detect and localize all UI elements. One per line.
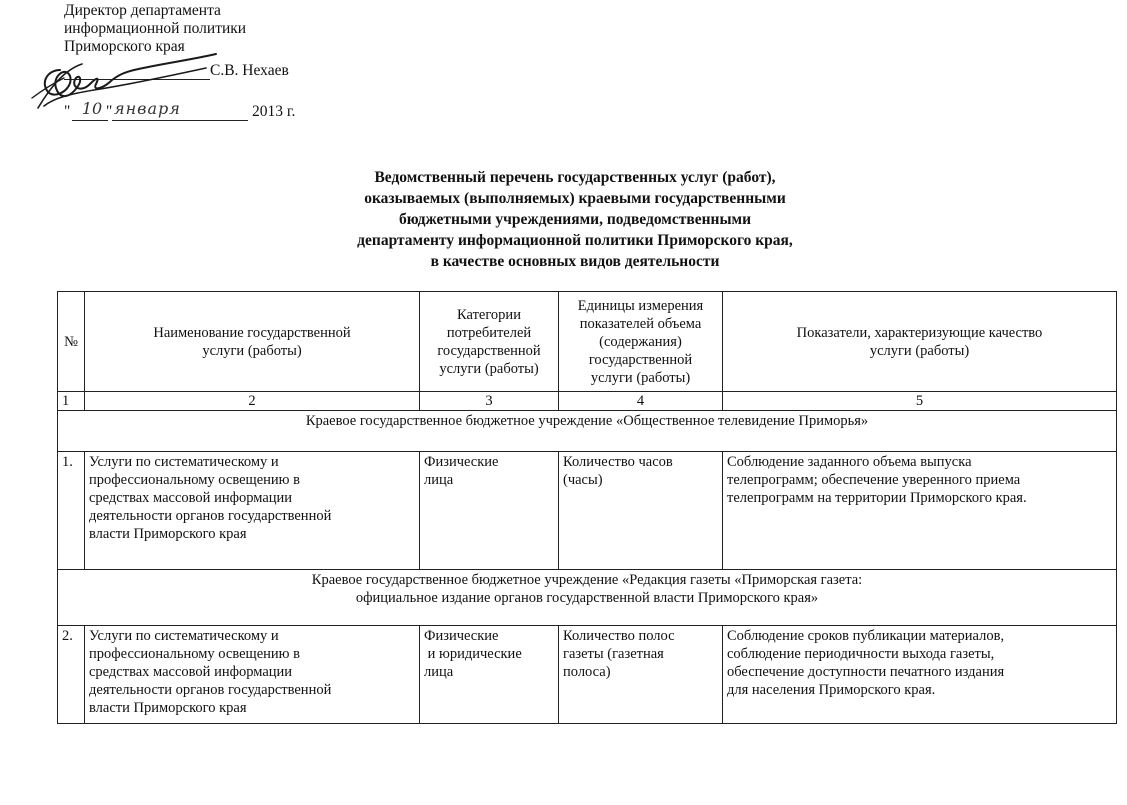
column-number: 3: [420, 392, 559, 411]
services-table: [57, 291, 1117, 724]
approval-line: Директор департамента: [64, 2, 221, 19]
approval-line: информационной политики: [64, 20, 247, 37]
header-row: [58, 292, 1117, 392]
header-consumers: Категории потребителей государственной услуги (работы): [420, 292, 559, 392]
header-num: №: [58, 292, 85, 392]
table-row: [58, 626, 1117, 724]
signer-name: С.В. Нехаев: [210, 62, 289, 79]
document-title: [150, 167, 1000, 272]
date-month-rule: [112, 120, 248, 121]
row-consumers: Физические и юридические лица: [420, 626, 559, 724]
date-year: 2013 г.: [252, 103, 296, 120]
title-line: Ведомственный перечень государственных услуг (работ),: [374, 169, 776, 186]
row-num: 1.: [58, 452, 85, 570]
column-number: 2: [85, 392, 420, 411]
column-number: 1: [58, 392, 85, 411]
header-quality: Показатели, характеризующие качество услуги (работы): [723, 292, 1117, 392]
row-consumers: Физические лица: [420, 452, 559, 570]
date-day-rule: [72, 120, 108, 121]
row-service-name: Услуги по систематическому и профессиональному освещению в средствах массовой информации деятельности органов государственной власти Приморского края: [85, 452, 420, 570]
header-name: Наименование государственной услуги (работы): [85, 292, 420, 392]
title-line: департаменту информационной политики Приморского края,: [357, 232, 793, 249]
title-line: бюджетными учреждениями, подведомственными: [398, 211, 752, 228]
handwritten-signature: [30, 48, 220, 118]
org-row: [58, 570, 1117, 626]
column-number: 4: [559, 392, 723, 411]
date-open-quote: ": [64, 103, 71, 120]
row-quality: Соблюдение сроков публикации материалов, соблюдение периодичности выхода газеты, обеспечение доступности печатного издания для населения Приморского края.: [723, 626, 1117, 724]
row-service-name: Услуги по систематическому и профессиональному освещению в средствах массовой информации деятельности органов государственной власти Приморского края: [85, 626, 420, 724]
org-name: Краевое государственное бюджетное учреждение «Редакция газеты «Приморская газета: официальное издание органов государственной власти Приморского края»: [58, 570, 1117, 626]
column-number-row: [58, 392, 1117, 411]
row-num: 2.: [58, 626, 85, 724]
date-close-quote: ": [106, 103, 113, 120]
title-line: оказываемых (выполняемых) краевыми государственными: [364, 190, 786, 207]
org-row: [58, 411, 1117, 452]
title-line: в качестве основных видов деятельности: [430, 253, 720, 270]
row-units: Количество часов (часы): [559, 452, 723, 570]
table-row: [58, 452, 1117, 570]
org-name: Краевое государственное бюджетное учреждение «Общественное телевидение Приморья»: [58, 411, 1117, 452]
row-quality: Соблюдение заданного объема выпуска телепрограмм; обеспечение уверенного приема телепрограмм на территории Приморского края.: [723, 452, 1117, 570]
approval-line: Приморского края: [64, 38, 185, 55]
date-day: 10: [81, 99, 103, 118]
column-number: 5: [723, 392, 1117, 411]
header-units: Единицы измерения показателей объема (содержания) государственной услуги (работы): [559, 292, 723, 392]
date-month: января: [114, 99, 181, 118]
row-units: Количество полос газеты (газетная полоса): [559, 626, 723, 724]
